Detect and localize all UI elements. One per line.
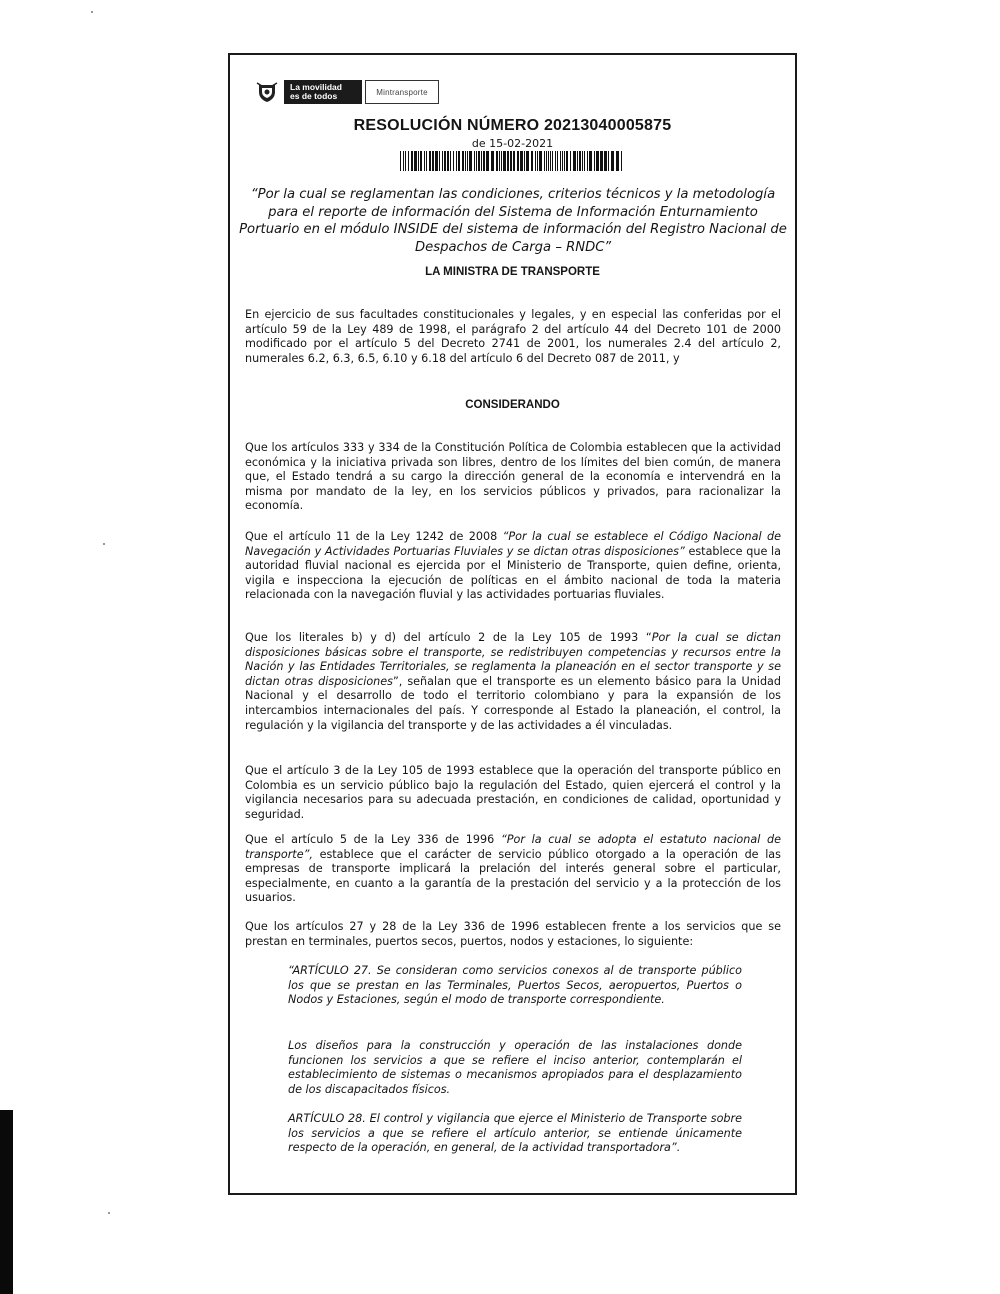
barcode-bar: [552, 151, 553, 171]
barcode-bar: [594, 151, 595, 171]
header-logos: [256, 79, 439, 105]
barcode-bar: [453, 151, 454, 171]
scan-speck: [103, 543, 105, 545]
barcode-bar: [456, 151, 457, 171]
barcode-bar: [403, 151, 404, 171]
barcode-bar: [478, 151, 480, 171]
barcode-bar: [544, 151, 545, 171]
resolution-subject: “Por la cual se reglamentan las condiciones, criterios técnicos y la metodología para el reporte de información del Sistema de Información Enturnamiento Portuario en el módulo INSIDE del sistema de información del Registro Nacional de Despachos de Carga – RNDC”: [239, 187, 787, 255]
issuer-heading: LA MINISTRA DE TRANSPORTE: [425, 266, 600, 278]
barcode-bar: [564, 151, 565, 171]
barcode-bar: [450, 151, 451, 171]
barcode-bar: [573, 151, 576, 171]
barcode-bar: [499, 151, 500, 171]
barcode-bar: [465, 151, 466, 171]
considering-paragraph-5: [245, 833, 781, 906]
barcode-bar: [526, 151, 529, 171]
barcode-bar: [579, 151, 581, 171]
barcode-bar: [503, 151, 506, 171]
p5-text-c: establece que el carácter de servicio público otorgado a la operación de las empresas de transporte implicará la prelación del interés general sobre el particular, especialmente, en cuanto a la garantía de la prestación del servicio y a la protección de los usuarios.: [245, 847, 781, 905]
barcode-bar: [486, 151, 489, 171]
barcode-bar: [577, 151, 578, 171]
quote-article-28: ARTÍCULO 28. El control y vigilancia que ejerce el Ministerio de Transporte sobre los servicios a que se refiere el artículo anterior, se entiende únicamente respecto de la operación, en general, de la actividad transportadora”.: [288, 1112, 742, 1155]
barcode-bar: [408, 151, 409, 171]
scan-speck: [108, 1212, 110, 1214]
barcode-bar: [611, 151, 614, 171]
barcode-bar: [582, 151, 583, 171]
ministry-logo-text: Mintransporte: [376, 87, 428, 97]
logo-text-line1: La movilidad: [290, 82, 342, 92]
barcode-bar: [557, 151, 558, 171]
barcode-bar: [414, 151, 417, 171]
p5-citation: “Por la cual se adopta el estatuto nacional de transporte”,: [245, 833, 781, 861]
p2-text-c: establece que la autoridad fluvial nacional es ejercida por el Ministerio de Transporte, quien define, orienta, vigila e inspecciona la ejecución de políticas en el ámbito nacional de toda la materia relacionada con la navegación fluvial y las actividades portuarias fluviales.: [245, 544, 781, 602]
barcode-bar: [462, 151, 464, 171]
barcode-bar: [555, 151, 556, 171]
barcode-bar: [537, 151, 538, 171]
barcode-bar: [442, 151, 443, 171]
considering-paragraph-3: [245, 631, 781, 733]
barcode-bar: [458, 151, 460, 171]
barcode-bar: [467, 151, 468, 171]
quote-article-27-design: Los diseños para la construcción y operación de las instalaciones donde funcionen los servicios a que se refiere el inciso anterior, contemplarán el establecimiento de sistemas o mecanismos apropiados para el desplazamiento de los discapacitados físicos.: [288, 1039, 742, 1096]
barcode-bar: [405, 151, 406, 171]
p2-citation: “Por la cual se establece el Código Nacional de Navegación y Actividades Portuarias Fluviales y se dictan otras disposiciones”: [245, 530, 781, 558]
barcode-bar: [584, 151, 585, 171]
barcode-bar: [474, 151, 475, 171]
movilidad-logo: [284, 80, 362, 104]
barcode-bar: [418, 151, 419, 171]
barcode-bar: [535, 151, 536, 171]
barcode-bar: [596, 151, 599, 171]
barcode-bar: [562, 151, 563, 171]
barcode-bar: [424, 151, 425, 171]
resolution-title: RESOLUCIÓN NÚMERO 20213040005875: [353, 117, 672, 134]
considering-paragraph-2: [245, 530, 781, 603]
coat-of-arms-icon: [256, 81, 278, 103]
barcode-bar: [600, 151, 603, 171]
barcode-bar: [510, 151, 512, 171]
p5-text-a: Que el artículo 5 de la Ley 336 de 1996: [245, 833, 501, 846]
barcode-bar: [444, 151, 446, 171]
scan-speck: [91, 11, 93, 13]
barcode: [400, 151, 622, 171]
considering-paragraph-6: Que los artículos 27 y 28 de la Ley 336 de 1996 establecen frente a los servicios que se prestan en terminales, puertos secos, puertos, nodos y estaciones, lo siguiente:: [245, 920, 781, 948]
barcode-bar: [587, 151, 588, 171]
scan-edge-bar: [0, 1110, 13, 1294]
barcode-bar: [608, 151, 609, 171]
barcode-bar: [481, 151, 482, 171]
logo-text-line2: es de todos: [290, 91, 338, 101]
barcode-bar: [507, 151, 509, 171]
barcode-bar: [621, 151, 622, 171]
barcode-bar: [426, 151, 427, 171]
barcode-bar: [476, 151, 477, 171]
p3-text-a: Que los literales b) y d) del artículo 2 de la Ley 105 de 1993 “: [245, 631, 652, 644]
barcode-bar: [491, 151, 494, 171]
barcode-bar: [439, 151, 440, 171]
barcode-bar: [566, 151, 568, 171]
barcode-bar: [539, 151, 542, 171]
barcode-bar: [411, 151, 413, 171]
barcode-bar: [548, 151, 549, 171]
p3-citation: Por la cual se dictan disposiciones básicas sobre el transporte, se redistribuyen competencias y recursos entre la Nación y las Entidades Territoriales, se reglamenta la planeación en el sector transporte y se dictan otras disposiciones: [245, 631, 781, 688]
barcode-bar: [560, 151, 561, 171]
considerando-heading: CONSIDERANDO: [465, 399, 560, 411]
preamble-paragraph: En ejercicio de sus facultades constitucionales y legales, y en especial las conferidas por el artículo 59 de la Ley 489 de 1998, el parágrafo 2 del artículo 44 del Decreto 101 de 2000 modificado por el artículo 5 del Decreto 2741 de 2001, los numerales 2.4 del artículo 2, numerales 6.2, 6.3, 6.5, 6.10 y 6.18 del artículo 6 del Decreto 087 de 2011, y: [245, 308, 781, 365]
barcode-bar: [483, 151, 485, 171]
considering-paragraph-1: Que los artículos 333 y 334 de la Constitución Política de Colombia establecen que la actividad económica y la iniciativa privada son libres, dentro de los límites del bien común, de manera que, el Estado tendrá a su cargo la dirección general de la economía e intervendrá en la misma por mandato de la ley, en los servicios públicos y privados, para racionalizar la economía.: [245, 441, 781, 513]
barcode-bar: [501, 151, 502, 171]
barcode-bar: [616, 151, 619, 171]
barcode-bar: [531, 151, 533, 171]
barcode-bar: [435, 151, 438, 171]
ministry-logo: [365, 80, 439, 104]
considering-paragraph-4: Que el artículo 3 de la Ley 105 de 1993 establece que la operación del transporte público en Colombia es un servicio público bajo la regulación del Estado, quien ejercerá el control y la vigilancia necesarios para su adecuada prestación, en condiciones de calidad, oportunidad y seguridad.: [245, 764, 781, 821]
barcode-bar: [604, 151, 607, 171]
barcode-bar: [400, 151, 401, 171]
barcode-bar: [447, 151, 449, 171]
barcode-bar: [589, 151, 592, 171]
barcode-bar: [546, 151, 547, 171]
barcode-bar: [520, 151, 523, 171]
barcode-bar: [429, 151, 431, 171]
barcode-bar: [570, 151, 571, 171]
p2-text-a: Que el artículo 11 de la Ley 1242 de 2008: [245, 530, 503, 543]
barcode-bar: [469, 151, 472, 171]
barcode-bar: [517, 151, 519, 171]
barcode-bar: [432, 151, 434, 171]
barcode-bar: [513, 151, 515, 171]
barcode-bar: [524, 151, 525, 171]
barcode-bar: [420, 151, 422, 171]
barcode-bar: [496, 151, 498, 171]
quote-article-27: “ARTÍCULO 27. Se consideran como servicios conexos al de transporte público los que se prestan en las Terminales, Puertos Secos, aeropuertos, Puertos o Nodos y Estaciones, según el modo de transporte correspondiente.: [288, 964, 742, 1007]
barcode-bar: [550, 151, 551, 171]
p3-text-c: ”, señalan que el transporte es un elemento básico para la Unidad Nacional y el desarrollo de todo el territorio colombiano y para la expansión de los intercambios internacionales del país. Y corresponde al Estado la planeación, el control, la regulación y la vigilancia del transporte y de las actividades a él vinculadas.: [245, 674, 782, 732]
resolution-date: de 15-02-2021: [471, 137, 554, 150]
